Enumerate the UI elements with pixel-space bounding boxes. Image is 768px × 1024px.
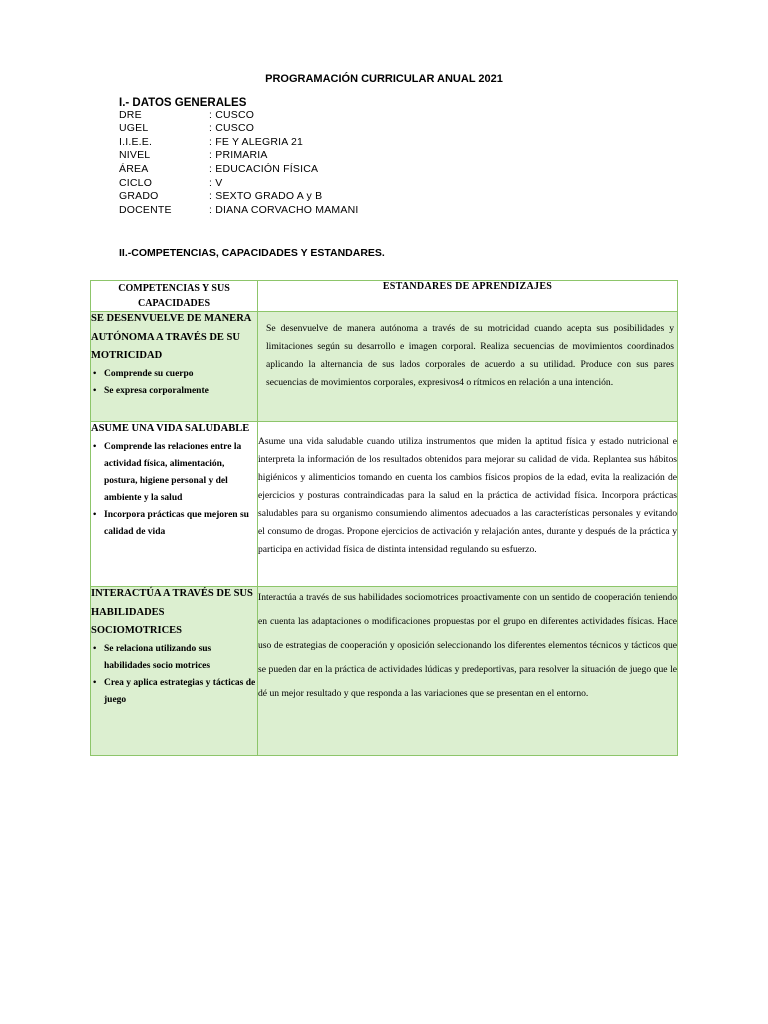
general-value: : V <box>209 177 223 189</box>
section-heading-general: I.- DATOS GENERALES <box>119 97 247 109</box>
section-heading-competencies: II.-COMPETENCIAS, CAPACIDADES Y ESTANDARES. <box>119 247 385 259</box>
general-value: : CUSCO <box>209 122 255 134</box>
competencies-table <box>90 280 678 756</box>
capacity-item: • Se relaciona utilizando sus habilidades socio motrices <box>100 641 257 675</box>
general-row-grado <box>119 190 322 203</box>
table-row <box>91 422 678 587</box>
standard-text: Asume una vida saludable cuando utiliza instrumentos que miden la aptitud física y estado nutricional e interpreta la información de los resultados obtenidos para mejorar su calidad de vida. Replantea sus hábitos higiénicos y alimenticios tomando en cuenta los cambios físicos propios de la edad, evita la realización de ejercicios y posturas contraindicadas para la salud en la práctica de actividad física. Incorpora prácticas saludables para su organismo consumiendo alimentos adecuados a las características personales y evitando el consumo de drogas. Propone ejercicios de activación y relajación antes, durante y después de la práctica y participa en actividad física de distinta intensidad regulando su esfuerzo. <box>258 436 677 555</box>
general-value: : FE Y ALEGRIA 21 <box>209 136 304 148</box>
capacity-item: • Comprende su cuerpo <box>100 366 257 383</box>
capacities-list <box>91 439 257 541</box>
competence-cell <box>91 422 258 587</box>
header-competencies: COMPETENCIAS Y SUS CAPACIDADES <box>91 281 258 312</box>
standard-cell <box>258 422 678 587</box>
general-value: : DIANA CORVACHO MAMANI <box>209 204 359 216</box>
general-key: UGEL <box>119 122 149 134</box>
table-row <box>91 587 678 756</box>
general-key: GRADO <box>119 190 159 202</box>
header-standards: ESTANDARES DE APRENDIZAJES <box>258 281 678 312</box>
general-key: CICLO <box>119 177 153 189</box>
general-row-docente <box>119 204 358 217</box>
general-row-dre <box>119 109 254 122</box>
competence-name: INTERACTÚA A TRAVÉS DE SUS HABILIDADES SOCIOMOTRICES <box>91 588 253 636</box>
table-row <box>91 312 678 422</box>
capacity-item: • Crea y aplica estrategias y tácticas de juego <box>100 675 257 709</box>
general-row-nivel <box>119 149 268 162</box>
capacities-list <box>91 366 257 400</box>
capacity-item: • Se expresa corporalmente <box>100 383 257 400</box>
general-value: : EDUCACIÓN FÍSICA <box>209 163 319 175</box>
general-key: NIVEL <box>119 149 151 161</box>
general-row-area <box>119 163 318 176</box>
standard-text: Se desenvuelve de manera autónoma a través de su motricidad cuando acepta sus posibilidades y limitaciones según su desarrollo e imagen corporal. Realiza secuencias de movimientos coordinados aplicando la alternancia de sus lados corporales de acuerdo a su utilidad. Produce con sus pares secuencias de movimientos corporales, expresivos4 o rítmicos en relación a una intención. <box>266 323 674 388</box>
standard-cell <box>258 587 678 756</box>
document-title: PROGRAMACIÓN CURRICULAR ANUAL 2021 <box>265 73 503 85</box>
general-value: : CUSCO <box>209 109 255 121</box>
general-row-iiee <box>119 136 303 149</box>
capacity-item: • Comprende las relaciones entre la actividad física, alimentación, postura, higiene personal y del ambiente y la salud <box>100 439 257 507</box>
competence-cell <box>91 587 258 756</box>
general-key: DOCENTE <box>119 204 172 216</box>
general-key: ÁREA <box>119 163 149 175</box>
capacities-list <box>91 641 257 709</box>
competence-name: ASUME UNA VIDA SALUDABLE <box>91 423 250 434</box>
general-row-ciclo <box>119 177 222 190</box>
table-header-row <box>91 281 678 312</box>
general-value: : SEXTO GRADO A y B <box>209 190 323 202</box>
competence-cell <box>91 312 258 422</box>
general-key: I.I.E.E. <box>119 136 153 148</box>
competence-name: SE DESENVUELVE DE MANERA AUTÓNOMA A TRAVÉS DE SU MOTRICIDAD <box>91 313 251 361</box>
capacity-item: • Incorpora prácticas que mejoren su calidad de vida <box>100 507 257 541</box>
general-row-ugel <box>119 122 254 135</box>
general-key: DRE <box>119 109 142 121</box>
standard-text: Interactúa a través de sus habilidades sociomotrices proactivamente con un sentido de cooperación teniendo en cuenta las adaptaciones o modificaciones propuestas por el grupo en diferentes actividades físicas. Hace uso de estrategias de cooperación y oposición seleccionando los diferentes elementos técnicos y tácticos que se pueden dar en la práctica de actividades lúdicas y predeportivas, para resolver la situación de juego que le dé un mejor resultado y que responda a las variaciones que se presentan en el entorno. <box>258 592 677 699</box>
standard-cell <box>258 312 678 422</box>
general-value: : PRIMARIA <box>209 149 268 161</box>
